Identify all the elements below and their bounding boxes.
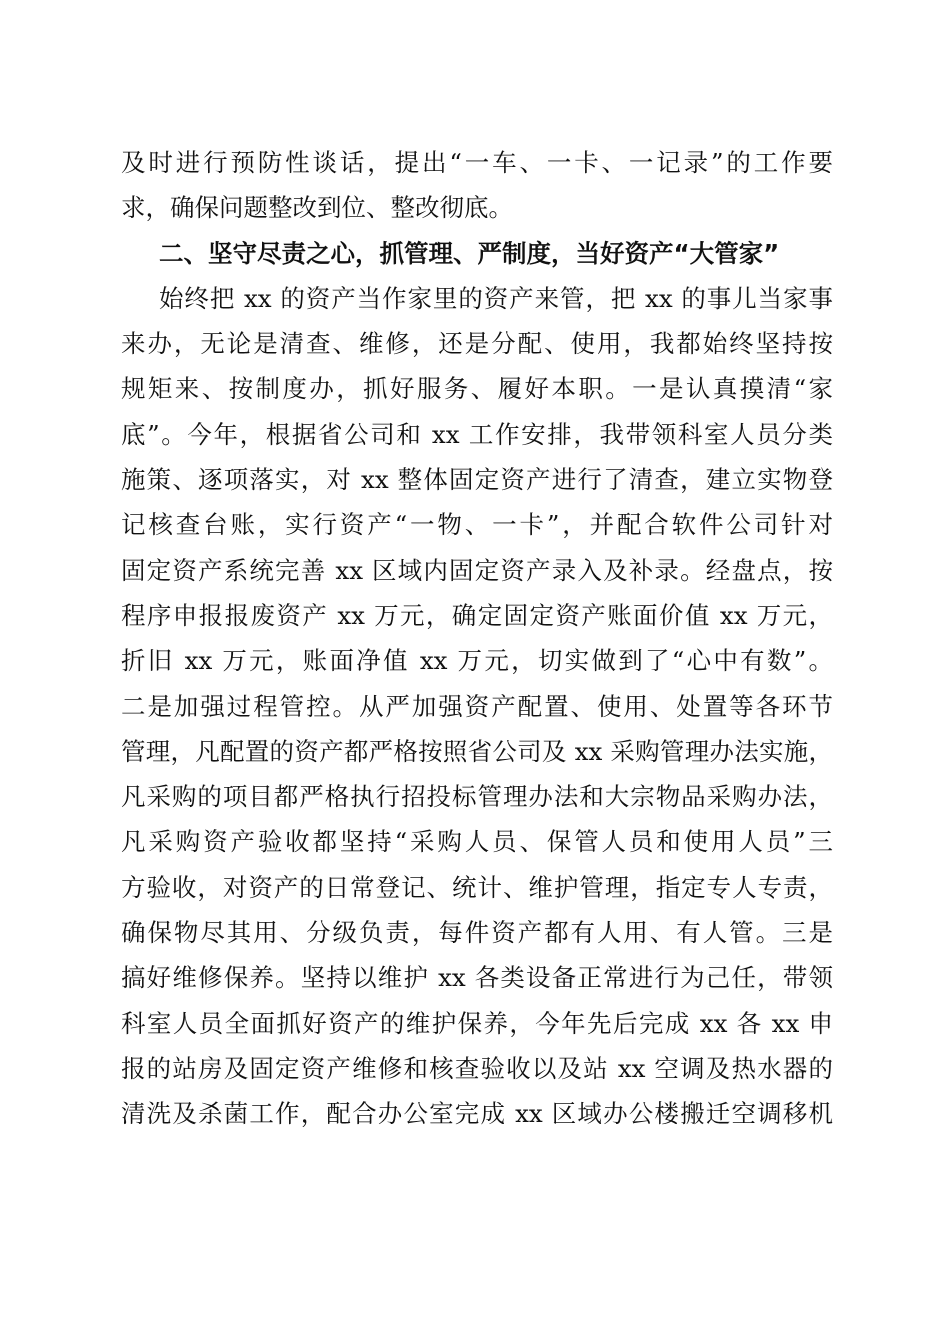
text-line: 折旧 xx 万元，账面净值 xx 万元，切实做到了“心中有数”。	[121, 646, 833, 676]
text-line: 来办，无论是清查、维修，还是分配、使用，我都始终坚持按	[121, 329, 833, 359]
text-line: 二是加强过程管控。从严加强资产配置、使用、处置等各环节	[121, 691, 833, 721]
text-line: 始终把 xx 的资产当作家里的资产来管，把 xx 的事儿当家事	[159, 283, 833, 313]
text-line: 方验收，对资产的日常登记、统计、维护管理，指定专人专责，	[121, 872, 833, 902]
text-line: 底”。今年，根据省公司和 xx 工作安排，我带领科室人员分类	[121, 419, 833, 449]
text-line: 凡采购的项目都严格执行招投标管理办法和大宗物品采购办法，	[121, 782, 833, 812]
text-line: 固定资产系统完善 xx 区域内固定资产录入及补录。经盘点，按	[121, 555, 833, 585]
text-line: 科室人员全面抓好资产的维护保养，今年先后完成 xx 各 xx 申	[121, 1008, 833, 1038]
text-line: 规矩来、按制度办，抓好服务、履好本职。一是认真摸清“家	[121, 374, 833, 404]
body-text	[121, 140, 833, 1137]
text-line: 程序申报报废资产 xx 万元，确定固定资产账面价值 xx 万元，	[121, 600, 833, 630]
text-line: 及时进行预防性谈话，提出“一车、一卡、一记录”的工作要	[121, 148, 833, 177]
text-line: 施策、逐项落实，对 xx 整体固定资产进行了清查，建立实物登	[121, 465, 833, 495]
text-line: 记核查台账，实行资产“一物、一卡”，并配合软件公司针对	[121, 510, 833, 540]
section-heading: 二、坚守尽责之心，抓管理、严制度，当好资产“大管家”	[159, 238, 780, 268]
text-line: 管理，凡配置的资产都严格按照省公司及 xx 采购管理办法实施，	[121, 736, 833, 766]
text-line: 求，确保问题整改到位、整改彻底。	[121, 193, 513, 223]
text-line: 清洗及杀菌工作，配合办公室完成 xx 区域办公楼搬迁空调移机	[121, 1099, 833, 1129]
text-line: 确保物尽其用、分级负责，每件资产都有人用、有人管。三是	[121, 918, 833, 948]
text-line: 搞好维修保养。坚持以维护 xx 各类设备正常进行为己任，带领	[121, 963, 833, 993]
text-line: 凡采购资产验收都坚持“采购人员、保管人员和使用人员”三	[121, 827, 833, 857]
text-line: 报的站房及固定资产维修和核查验收以及站 xx 空调及热水器的	[121, 1053, 833, 1083]
